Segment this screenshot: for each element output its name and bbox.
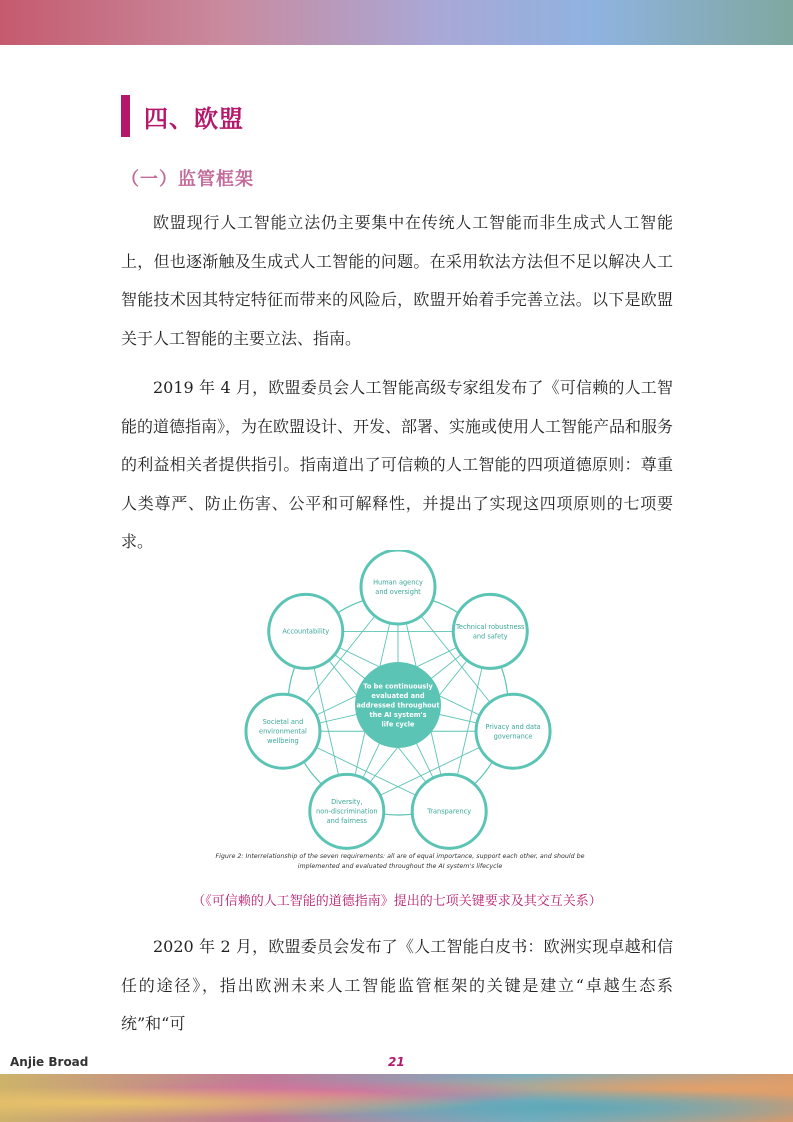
requirement-node-circle <box>361 550 435 624</box>
seven-requirements-diagram <box>203 550 593 850</box>
paragraph-2: 2019 年 4 月，欧盟委员会人工智能高级专家组发布了《可信赖的人工智能的道德指南》，为在欧盟设计、开发、部署、实施或使用人工智能产品和服务的利益相关者提供指引。指南道出了可信赖的人工智能的四项道德原则：尊重人类尊严、防止伤害、公平和可解释性，并提出了实现这四项原则的七项要求。 <box>121 378 674 551</box>
center-text-line: the AI system's <box>369 710 427 719</box>
requirement-node-label: environmental <box>259 727 307 736</box>
figure-caption <box>205 852 595 872</box>
section-title-text: 四、欧盟 <box>144 103 244 133</box>
top-decorative-band <box>0 0 793 45</box>
requirement-node-label: non-discrimination <box>316 807 378 816</box>
requirement-node-label: wellbeing <box>267 737 299 746</box>
requirement-node-circle <box>453 594 527 668</box>
requirement-node-label: Privacy and data <box>485 722 541 731</box>
bottom-decorative-band <box>0 1074 793 1122</box>
center-text-line: To be continuously <box>363 682 433 691</box>
requirement-node-circle <box>476 694 550 768</box>
requirement-node-label: and fairness <box>326 817 368 826</box>
center-text-line: life cycle <box>381 720 415 729</box>
requirement-node-label: and oversight <box>375 588 421 597</box>
paragraph-3: 2020 年 2 月，欧盟委员会发布了《人工智能白皮书：欧洲实现卓越和信任的途径》，指出欧洲未来人工智能监管框架的关键是建立“卓越生态系统”和“可 <box>121 937 673 1033</box>
figure-caption-line-2: implemented and evaluated throughout the AI system's lifecycle <box>297 863 503 870</box>
requirement-node-label: Transparency <box>427 807 472 816</box>
requirement-node-label: Human agency <box>373 578 423 587</box>
requirement-node-label: Societal and <box>262 718 304 727</box>
section-heading <box>121 95 244 137</box>
figure-caption-line-1: Figure 2: Interrelationship of the seven requirements: all are of equal importance, support each other, and should be <box>215 853 585 860</box>
requirement-node-label: and safety <box>472 632 508 641</box>
center-text-line: addressed throughout <box>356 701 440 710</box>
heading-accent-bar <box>121 95 130 137</box>
chinese-figure-caption: （《可信赖的人工智能的道德指南》提出的七项关键要求及其交互关系） <box>192 894 602 909</box>
subsection-title: （一）监管框架 <box>121 169 254 190</box>
center-text-line: evaluated and <box>371 691 425 700</box>
requirement-node-label: governance <box>493 732 533 741</box>
footer-brand: Anjie Broad <box>10 1055 89 1069</box>
paragraph-1: 欧盟现行人工智能立法仍主要集中在传统人工智能而非生成式人工智能上，但也逐渐触及生成式人工智能的问题。在采用软法方法但不足以解决人工智能技术因其特定特征而带来的风险后，欧盟开始着手完善立法。以下是欧盟关于人工智能的主要立法、指南。 <box>121 213 673 348</box>
page-number: 21 <box>388 1055 405 1069</box>
requirement-node-label: Technical robustness <box>456 622 525 631</box>
requirement-node-label: Accountability <box>282 627 330 636</box>
requirement-node-label: Diversity, <box>331 798 363 807</box>
diagram-center-node <box>355 662 441 748</box>
